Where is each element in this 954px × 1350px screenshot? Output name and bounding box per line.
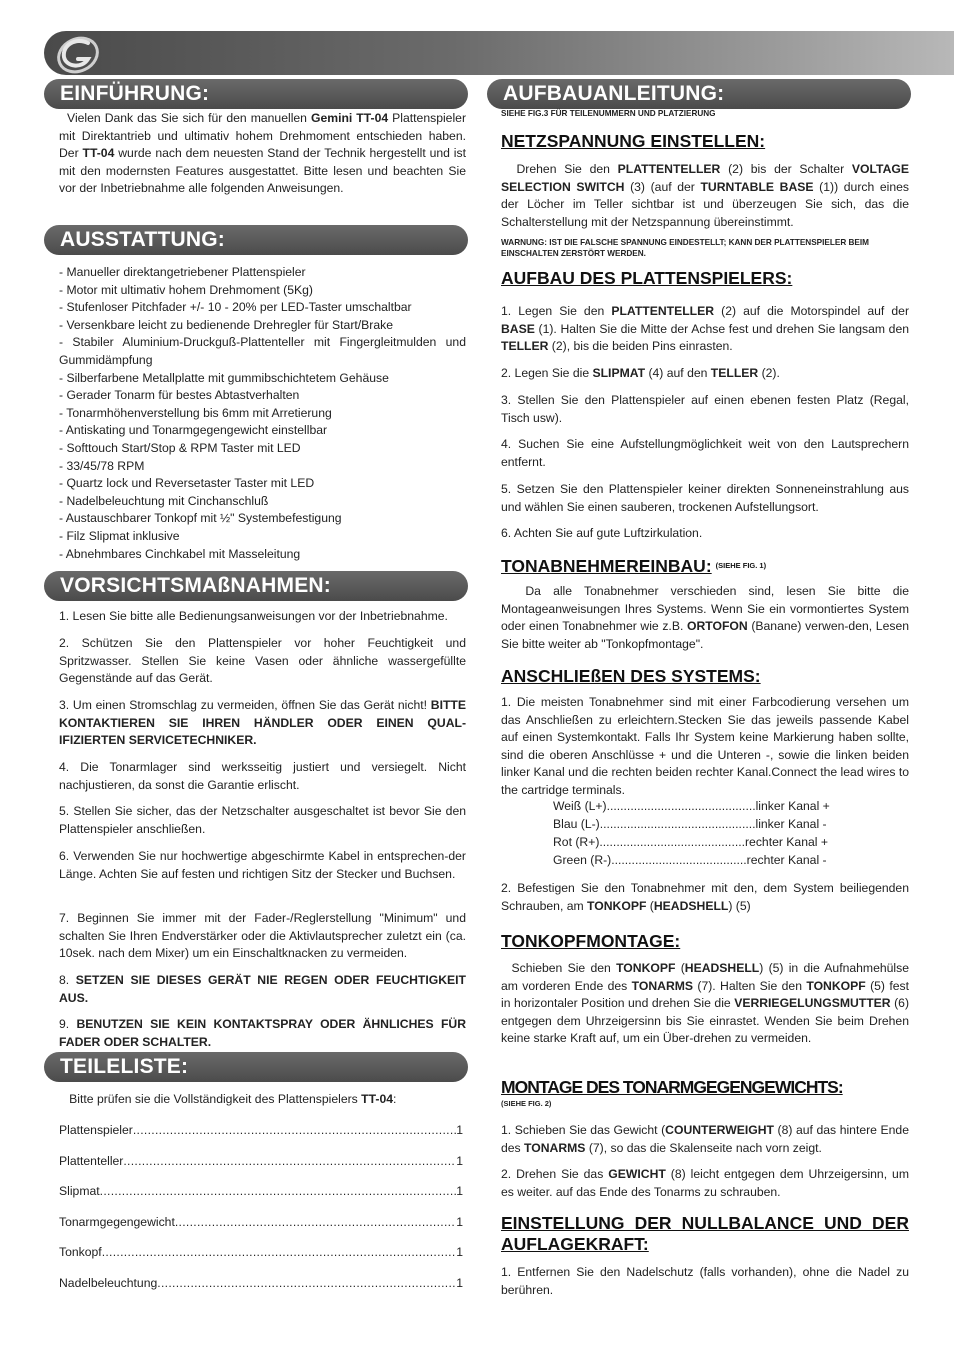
anschliessen-step-2: 2. Befestigen Sie den Tonabnehmer mit den, dem System beiliegenden Schrauben, am TONKOPF (HEADSHELL) (5) — [501, 881, 909, 913]
heading-gegengewicht: MONTAGE DES TONARMGEGENGEWICHTS: — [501, 1077, 843, 1097]
parts-row: Tonarmgegengewicht ..... 1 — [59, 1214, 463, 1231]
parts-row: Plattenspieler ..... 1 — [59, 1122, 463, 1139]
heading-aufbauanleitung: AUFBAUANLEITUNG: — [487, 79, 911, 109]
vorsicht-item-3: 3. Um einen Stromschlag zu vermeiden, öffnen Sie das Gerät nicht! BITTE KONTAKTIEREN SIE IHREN HÄNDLER ODER EINEN QUAL-IFIZIERTEN SERVICETECHNIKER. — [59, 698, 466, 748]
list-item: Weiß (L+)............................................linker Kanal + — [553, 799, 830, 813]
aufbau-step-3: 3. Stellen Sie den Plattenspieler auf einen ebenen festen Platz (Regal, Tisch usw). — [501, 393, 909, 425]
vorsicht-item-2: 2. Schützen Sie den Plattenspieler vor hoher Feuchtigkeit und Spritzwasser. Stellen Sie keine Vasen oder ähnliche wassergefüllte Gegenstände auf das Gerät. — [59, 636, 466, 686]
heading-einfuehrung: EINFÜHRUNG: — [44, 79, 468, 109]
list-item: - 33/45/78 RPM — [59, 458, 145, 473]
aufbau-note: SIEHE FIG.3 FÜR TEILENUMMERN UND PLATZIERUNG — [501, 109, 716, 118]
heading-tonabnehmereinbau: TONABNEHMEREINBAU: (SIEHE FIG. 1) — [501, 556, 767, 576]
list-item: - Stabiler Aluminium-Druckguß-Plattenteller mit Fingergleitmulden und Gummidämpfung — [59, 335, 466, 367]
parts-row: Slipmat ..... 1 — [59, 1183, 463, 1200]
list-item: - Versenkbare leicht zu bedienende Drehregler für Start/Brake — [59, 317, 393, 332]
heading-vorsicht: VORSICHTSMAßNAHMEN: — [44, 571, 468, 601]
netzspannung-text: Drehen Sie den PLATTENTELLER (2) bis der Schalter VOLTAGE SELECTION SWITCH (3) (auf der TURNTABLE BASE (1)) durch eines der Löcher im Teller sichtbar ist und überzeugen Sie sich, das die Schalterstellung mit der Netzspannung übereinstimmt. — [501, 162, 910, 229]
list-item: - Gerader Tonarm für bestes Abtastverhalten — [59, 388, 300, 403]
gegengewicht-step-1: 1. Schieben Sie das Gewicht (COUNTERWEIGHT (8) auf das hintere Ende des TONARMS (7), so das die Skalenseite nach vorn zeigt. — [501, 1123, 909, 1155]
vorsicht-item-4: 4. Die Tonarmlager sind werksseitig justiert und versiegelt. Nicht nachjustieren, da sonst die Garantie erlischt. — [59, 760, 466, 792]
gemini-logo-icon — [54, 31, 106, 75]
heading-netzspannung: NETZSPANNUNG EINSTELLEN: — [501, 131, 766, 151]
aufbau-step-6: 6. Achten Sie auf gute Luftzirkulation. — [501, 526, 703, 540]
parts-row: Plattenteller ..... 1 — [59, 1153, 463, 1170]
anschliessen-text: 1. Die meisten Tonabnehmer sind mit einer Farbcodierung versehen um das Anschließen zu erleichtern.Stecken Sie das jeweils passende Kabel auf einen Systemkontakt. Falls Ihr System keine Markierung haben sollte, sind die oberen Anschlüsse + und die Unteren -, sowie die linken beiden linker Kanal und die rechten beiden rechter Kanal.Connect the lead wires to the cartridge terminals. — [501, 695, 909, 797]
tonabnehmer-text: Da alle Tonabnehmer verschieden sind, lesen Sie bitte die Montageanweisungen Ihres Systems. Wenn Sie ein vormontiertes System oder einen Tonabnehmer wie z.B. ORTOFON (Banane) verwen-den, Lesen Sie bitte weiter ab "Tonkopfmontage". — [501, 584, 909, 651]
heading-anschliessen: ANSCHLIEßEN DES SYSTEMS: — [501, 666, 761, 686]
netzspannung-warning: WARNUNG: IST DIE FALSCHE SPANNUNG EINDESTELLT; KANN DER PLATTENSPIELER BEIM EINSCHALTEN ZERSTÖRT WERDEN. — [501, 238, 869, 258]
vorsicht-item-6: 6. Verwenden Sie nur hochwertige abgeschirmte Kabel in entsprechen-der Länge. Achten Sie auf festen und richtigen Sitz der Stecker und Buchsen. — [59, 849, 466, 881]
aufbau-step-2: 2. Legen Sie die SLIPMAT (4) auf den TELLER (2). — [501, 366, 780, 380]
list-item: - Motor mit ultimativ hohem Drehmoment (5Kg) — [59, 282, 313, 297]
list-item: - Quartz lock und Reversetaster Taster mit LED — [59, 476, 315, 491]
ausstattung-list — [59, 264, 466, 563]
vorsicht-item-8: 8. SETZEN SIE DIESES GERÄT NIE REGEN ODER FEUCHTIGKEIT AUS. — [59, 973, 467, 1005]
vorsicht-item-7: 7. Beginnen Sie immer mit der Fader-/Reglerstellung "Minimum" und schalten Sie Ihren Endverstärker oder die Aktivlautsprecher zuletzt ein (ca. 10sek. nach dem Mixer) um ein Einschaltknacken zu vermeiden. — [59, 911, 466, 961]
list-item: - Abnehmbares Cinchkabel mit Masseleitung — [59, 546, 301, 561]
list-item: - Silberfarbene Metallplatte mit gummibschichtetem Gehäuse — [59, 370, 389, 385]
header-bar — [44, 31, 954, 75]
heading-aufbau-plattenspieler: AUFBAU DES PLATTENSPIELERS: — [501, 268, 793, 288]
list-item: Blau (L-)..............................................linker Kanal - — [553, 817, 827, 831]
teileliste-intro: Bitte prüfen sie die Vollständigkeit des Plattenspielers TT-04: — [69, 1092, 397, 1106]
list-item: - Manueller direktangetriebener Plattenspieler — [59, 265, 306, 279]
list-item: - Nadelbeleuchtung mit Cinchanschluß — [59, 493, 269, 508]
vorsicht-item-9: 9. BENUTZEN SIE KEIN KONTAKTSPRAY ODER ÄHNLICHES FÜR FADER ODER SCHALTER. — [59, 1017, 466, 1049]
gegengewicht-step-2: 2. Drehen Sie das GEWICHT (8) leicht entgegen dem Uhrzeigersinn, um es weiter. auf das Ende des Tonarms zu schrauben. — [501, 1167, 909, 1199]
list-item: Rot (R+)...........................................rechter Kanal + — [553, 835, 828, 849]
list-item: Green (R-)........................................rechter Kanal - — [553, 853, 827, 867]
list-item: - Filz Slipmat inklusive — [59, 528, 180, 543]
gegengewicht-note: (SIEHE FIG. 2) — [501, 1099, 552, 1108]
aufbau-step-1: 1. Legen Sie den PLATTENTELLER (2) auf die Motorspindel auf der BASE (1). Halten Sie die Mitte der Achse fest und drehen Sie langsam den TELLER (2), bis die beiden Pins einrasten. — [501, 304, 909, 354]
heading-tonkopfmontage: TONKOPFMONTAGE: — [501, 931, 681, 951]
wire-color-list — [553, 797, 830, 869]
aufbau-step-5: 5. Setzen Sie den Plattenspieler keiner direkten Sonneneinstrahlung aus und wählen Sie einen sauberen, trockenen Aufstellungsort. — [501, 482, 909, 514]
parts-row: Tonkopf ..... 1 — [59, 1244, 463, 1261]
parts-row: Nadelbeleuchtung ..... 1 — [59, 1275, 463, 1292]
aufbau-step-4: 4. Suchen Sie eine Aufstellungmöglichkeit weit von den Lautsprechern entfernt. — [501, 437, 909, 469]
heading-nullbalance: EINSTELLUNG DER NULLBALANCE UND DER AUFLAGEKRAFT: — [501, 1213, 909, 1254]
list-item: - Tonarmhöhenverstellung bis 6mm mit Arretierung — [59, 405, 332, 420]
list-item: - Softtouch Start/Stop & RPM Taster mit LED — [59, 440, 301, 455]
vorsicht-item-5: 5. Stellen Sie sicher, das der Netzschalter ausgeschaltet ist bevor Sie den Plattenspieler anschließen. — [59, 804, 466, 836]
heading-ausstattung: AUSSTATTUNG: — [44, 225, 468, 255]
tonkopf-text: Schieben Sie den TONKOPF (HEADSHELL) (5) in die Aufnahmehülse am vorderen Ende des TONARMS (7). Halten Sie den TONKOPF (5) fest in horizontaler Position und drehen Sie die VERRIEGELUNGSMUTTER (6) entgegen dem Uhrzeigersinn bis Sie einrastet. Wenden Sie beim Drehen keine starke Kraft auf, um ein Über-drehen zu vermeiden. — [501, 961, 910, 1046]
einfuehrung-text: Vielen Dank das Sie sich für den manuellen Gemini TT-04 Plattenspieler mit Direktantrieb und ultimativ hohem Drehmoment entschieden haben. Der TT-04 wurde nach dem neuesten Stand der Technik hergestellt und ist mit den modernsten Features ausgestattet. Bitte lesen und beachten Sie vor der Inbetriebnahme alle folgenden Anweisungen. — [59, 111, 466, 196]
list-item: - Austauschbarer Tonkopf mit ½" Systembefestigung — [59, 511, 342, 526]
vorsicht-item-1: 1. Lesen Sie bitte alle Bedienungsanweisungen vor der Inbetriebnahme. — [59, 609, 448, 623]
list-item: - Stufenloser Pitchfader +/- 10 - 20% per LED-Taster umschaltbar — [59, 300, 412, 315]
nullbalance-step-1: 1. Entfernen Sie den Nadelschutz (falls vorhanden), ohne die Nadel zu berühren. — [501, 1265, 909, 1297]
heading-teileliste: TEILELISTE: — [44, 1052, 468, 1082]
list-item: - Antiskating und Tonarmgegengewicht einstellbar — [59, 423, 328, 438]
